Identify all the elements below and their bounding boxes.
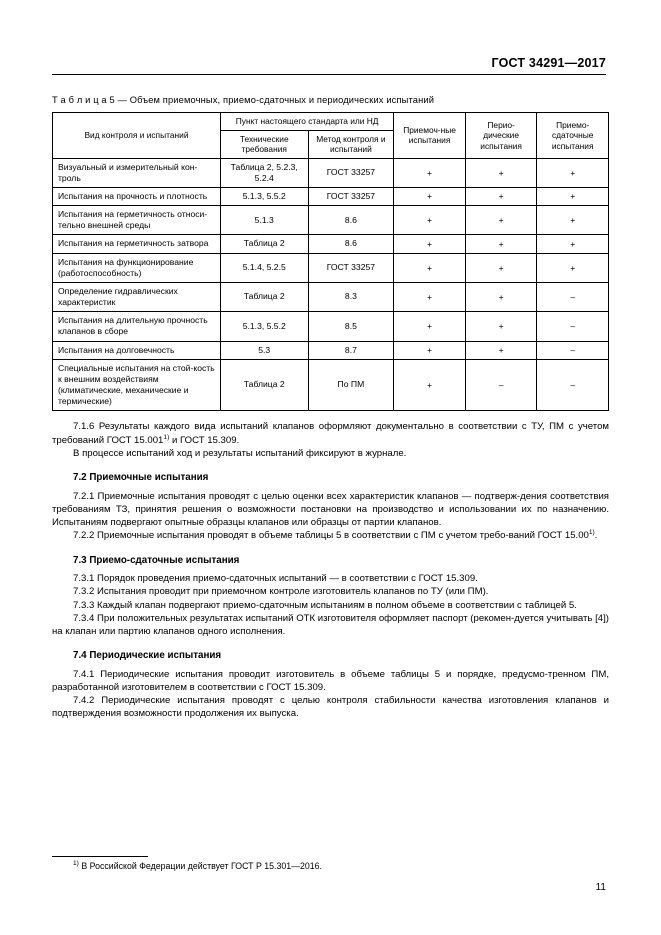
heading-7-4: 7.4 Периодические испытания [73,650,222,662]
cell-acceptance: + [394,158,466,187]
cell-control-type: Испытания на функционирование (работоспособность) [53,253,221,282]
cell-acceptance: + [394,187,466,205]
paragraph-7-3-1: 7.3.1 Порядок проведения приемо-сдаточных испытаний — в соответствии с ГОСТ 15.309. [73,573,478,585]
cell-requirements: 5.1.4, 5.2.5 [220,253,308,282]
paragraph-7-2-2 [52,529,609,542]
cell-method: 8.6 [308,235,394,253]
paragraph-7-1-6b: В процессе испытаний ход и результаты испытаний фиксируют в журнале. [73,447,407,459]
cell-method: 8.5 [308,312,394,341]
paragraph-7-1-6 [52,420,609,446]
footnote-text: В Российской Федерации действует ГОСТ Р 15.301—2016. [78,861,322,871]
cell-requirements: Таблица 2, 5.2.3, 5.2.4 [220,158,308,187]
footnote-ref-2: 1) [588,529,595,537]
cell-method: 8.3 [308,282,394,311]
cell-acceptance: + [394,341,466,359]
paragraph-7-4-1: 7.4.1 Периодические испытания проводит изготовитель в объеме таблицы 5 и порядке, предусмо-тренном ПМ, разработанной изготовителем в соответствии с ГОСТ 15.309. [52,668,609,694]
cell-periodic: + [465,187,537,205]
test-scope-table [52,112,609,411]
cell-acceptance: + [394,253,466,282]
footnote-ref-1: 1) [163,433,170,441]
paragraph-7-1-6-text: 7.1.6 Результаты каждого вида испытаний клапанов оформляют документально в соответствии с ТУ, ПМ с учетом требований ГОСТ 15.001 [52,421,609,446]
paragraph-7-2-2-text: 7.2.2 Приемочные испытания проводят в объеме таблицы 5 в соответствии с ПМ с учетом требо-ваний ГОСТ 15.00 [73,530,589,542]
table-row [53,158,609,187]
cell-control-type: Испытания на длительную прочность клапанов в сборе [53,312,221,341]
table-row [53,282,609,311]
cell-delivery: + [537,206,609,235]
cell-method: 8.6 [308,206,394,235]
cell-acceptance: + [394,282,466,311]
cell-requirements: Таблица 2 [220,282,308,311]
cell-periodic: + [465,206,537,235]
table-head [53,113,609,159]
table-caption: Т а б л и ц а 5 — Объем приемочных, приемо-сдаточных и периодических испытаний [52,95,435,105]
paragraph-7-4-2: 7.4.2 Периодические испытания проводят с целью контроля стабильности качества изготовления клапанов и подтверждения возможности продолжения их выпуска. [52,695,609,720]
cell-control-type: Определение гидравлических характеристик [53,282,221,311]
header-acceptance-tests: Приемоч-ные испытания [394,113,466,159]
standard-designation: ГОСТ 34291—2017 [491,56,606,70]
cell-requirements: Таблица 2 [220,359,308,411]
cell-delivery: – [537,282,609,311]
cell-requirements: Таблица 2 [220,235,308,253]
cell-method: По ПМ [308,359,394,411]
cell-delivery: + [537,187,609,205]
cell-periodic: + [465,341,537,359]
header-control-type: Вид контроля и испытаний [53,113,221,159]
paragraph-7-1-6-tail: и ГОСТ 15.309. [169,434,240,446]
cell-acceptance: + [394,235,466,253]
table-row [53,359,609,411]
footnote-1 [52,861,609,871]
paragraph-7-3-4: 7.3.4 При положительных результатах испытаний ОТК изготовителя оформляет паспорт (рекомен-дуется учитывать [4]) на клапан или партию клапанов одного исполнения. [52,612,609,638]
cell-method: ГОСТ 33257 [308,253,394,282]
cell-control-type: Испытания на прочность и плотность [53,187,221,205]
header-periodic-tests: Перио-дические испытания [465,113,537,159]
cell-periodic: + [465,312,537,341]
table-row [53,235,609,253]
cell-acceptance: + [394,206,466,235]
cell-acceptance: + [394,359,466,411]
cell-delivery: – [537,312,609,341]
header-delivery-tests: Приемо-сдаточные испытания [537,113,609,159]
cell-requirements: 5.1.3, 5.5.2 [220,187,308,205]
header-standard-clause: Пункт настоящего стандарта или НД [220,113,393,131]
paragraph-7-2-2-tail: . [594,530,598,542]
heading-7-2: 7.2 Приемочные испытания [73,472,209,484]
cell-control-type: Испытания на герметичность относи-тельно внешней среды [53,206,221,235]
cell-control-type: Визуальный и измерительный кон-троль [53,158,221,187]
body-content [52,420,609,720]
table-header-row-1 [53,113,609,131]
table-row [53,253,609,282]
paragraph-7-3-2: 7.3.2 Испытания проводит при приемочном контроле изготовитель клапанов по ТУ (или ПМ). [73,586,489,598]
footnote-divider [52,856,148,857]
cell-method: ГОСТ 33257 [308,187,394,205]
page-header [52,0,609,70]
cell-acceptance: + [394,312,466,341]
cell-delivery: – [537,341,609,359]
cell-periodic: + [465,158,537,187]
cell-requirements: 5.1.3, 5.5.2 [220,312,308,341]
table-row [53,341,609,359]
footnote-marker: 1) [73,860,79,868]
header-technical-requirements: Технические требования [220,130,308,158]
footnote-area [52,856,609,871]
cell-control-type: Испытания на долговечность [53,341,221,359]
cell-requirements: 5.1.3 [220,206,308,235]
cell-periodic: + [465,253,537,282]
cell-periodic: + [465,282,537,311]
cell-method: ГОСТ 33257 [308,158,394,187]
cell-method: 8.7 [308,341,394,359]
paragraph-7-3-3: 7.3.3 Каждый клапан подвергают приемо-сдаточным испытаниям в полном объеме в соответствии с таблицей 5. [73,599,577,611]
cell-periodic: – [465,359,537,411]
cell-periodic: + [465,235,537,253]
heading-7-3: 7.3 Приемо-сдаточные испытания [73,554,240,566]
page-number: 11 [595,882,606,893]
table-row [53,312,609,341]
header-divider [52,74,606,75]
cell-delivery: + [537,235,609,253]
table-body [53,158,609,411]
paragraph-7-2-1: 7.2.1 Приемочные испытания проводят с целью оценки всех характеристик клапанов — подтверж-дения соответствия требованиям ТЗ, принятия решения о возможности постановки на производство и использовании их по назначению. Испытаниям подвергают опытные образцы клапанов или образцы от партии клапанов. [52,490,609,529]
table-row [53,187,609,205]
cell-requirements: 5.3 [220,341,308,359]
cell-delivery: – [537,359,609,411]
header-test-methods: Метод контроля и испытаний [308,130,394,158]
cell-delivery: + [537,158,609,187]
cell-control-type: Специальные испытания на стой-кость к внешним воздействиям (климатические, механические и термические) [53,359,221,411]
cell-control-type: Испытания на герметичность затвора [53,235,221,253]
cell-delivery: + [537,253,609,282]
table-row [53,206,609,235]
